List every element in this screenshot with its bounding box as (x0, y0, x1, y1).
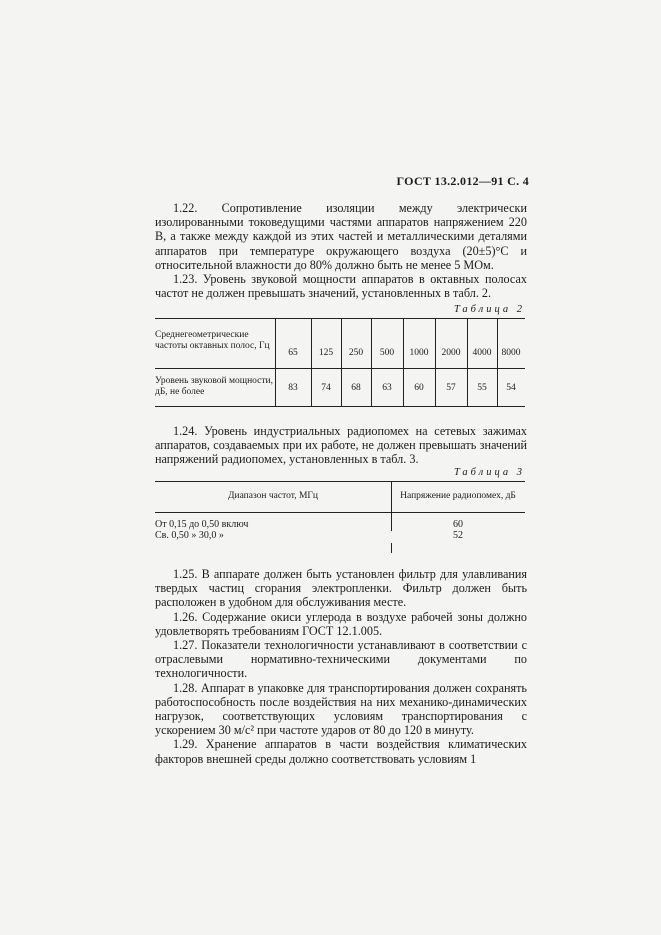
section-1-24 (155, 424, 527, 467)
table-2-frequency-4: 1000 (409, 348, 429, 358)
section-1-22-1-23 (155, 201, 527, 300)
table-2-frequency-2: 250 (348, 348, 364, 358)
table-2-row-frequency-label: Среднегеометрические частоты октавных полос, Гц (155, 330, 270, 351)
table-2-frequency-5: 2000 (441, 348, 461, 358)
paragraph-1-22: 1.22. Сопротивление изоляции между электрически изолированными токоведущими частями аппаратов напряжением 220 В, а также между каждой из этих частей и металлическими деталями аппаратов при температуре окружающего воздуха (20±5)°С и относительной влажности до 80% должно быть не менее 5 МОм. (155, 201, 527, 272)
table-2-level-3: 63 (382, 383, 392, 393)
table-3-row-1-range: От 0,15 до 0,50 включ (155, 519, 249, 530)
table-2-frequency-1: 125 (318, 348, 334, 358)
table-2-caption: Таблица 2 (453, 304, 525, 315)
table-3-row-2-range: Св. 0,50 » 30,0 » (155, 530, 224, 541)
table-3 (155, 481, 525, 561)
table-3-row-2-value: 52 (453, 530, 463, 541)
paragraph-1-27: 1.27. Показатели технологичности устанавливают в соответствии с отраслевыми нормативно-техническими документами по технологичности. (155, 638, 527, 681)
table-3-caption: Таблица 3 (453, 467, 525, 478)
table-2-frequency-3: 500 (379, 348, 395, 358)
table-2-frequency-0: 65 (288, 348, 298, 358)
table-2-frequency-6: 4000 (472, 348, 492, 358)
table-3-header-range: Диапазон частот, МГц (228, 491, 318, 501)
page-header: ГОСТ 13.2.012—91 С. 4 (396, 174, 529, 188)
paragraph-1-28: 1.28. Аппарат в упаковке для транспортирования должен сохранять работоспособность после воздействия на них механико-динамических нагрузок, соответствующих условиям транспортирования с ускорением 30 м/с² при частоте ударов от 80 до 120 в минуту. (155, 680, 527, 738)
section-1-25-1-29 (155, 567, 527, 766)
paragraph-1-24: 1.24. Уровень индустриальных радиопомех на сетевых зажимах аппаратов, создаваемых при их работе, не должен превышать значений напряжений радиопомех, установленных в табл. 3. (155, 424, 527, 467)
paragraph-1-25: 1.25. В аппарате должен быть установлен фильтр для улавливания твердых частиц сгорания электропленки. Фильтр должен быть расположен в удобном для обслуживания месте. (155, 567, 527, 610)
table-2-level-1: 74 (321, 383, 331, 393)
table-2-level-4: 60 (414, 383, 424, 393)
table-2-level-2: 68 (351, 383, 361, 393)
table-2-level-0: 83 (288, 383, 298, 393)
table-3-row-1-value: 60 (453, 519, 463, 530)
paragraph-1-29: 1.29. Хранение аппаратов в части воздействия климатических факторов внешней среды должно соответствовать условиям 1 (155, 737, 527, 766)
table-2 (155, 318, 525, 406)
table-2-level-7: 54 (506, 383, 516, 393)
table-2-level-6: 55 (477, 383, 487, 393)
table-2-row-level-label: Уровень звуковой мощности, дБ, не более (155, 376, 273, 397)
paragraph-1-23: 1.23. Уровень звуковой мощности аппаратов в октавных полосах частот не должен превышать значений, установленных в табл. 2. (155, 272, 527, 301)
table-2-level-5: 57 (446, 383, 456, 393)
table-2-frequency-7: 8000 (501, 348, 521, 358)
paragraph-1-26: 1.26. Содержание окиси углерода в воздухе рабочей зоны должно удовлетворять требованиям ГОСТ 12.1.005. (155, 609, 527, 638)
table-3-header-voltage: Напряжение радиопомех, дБ (400, 491, 516, 501)
